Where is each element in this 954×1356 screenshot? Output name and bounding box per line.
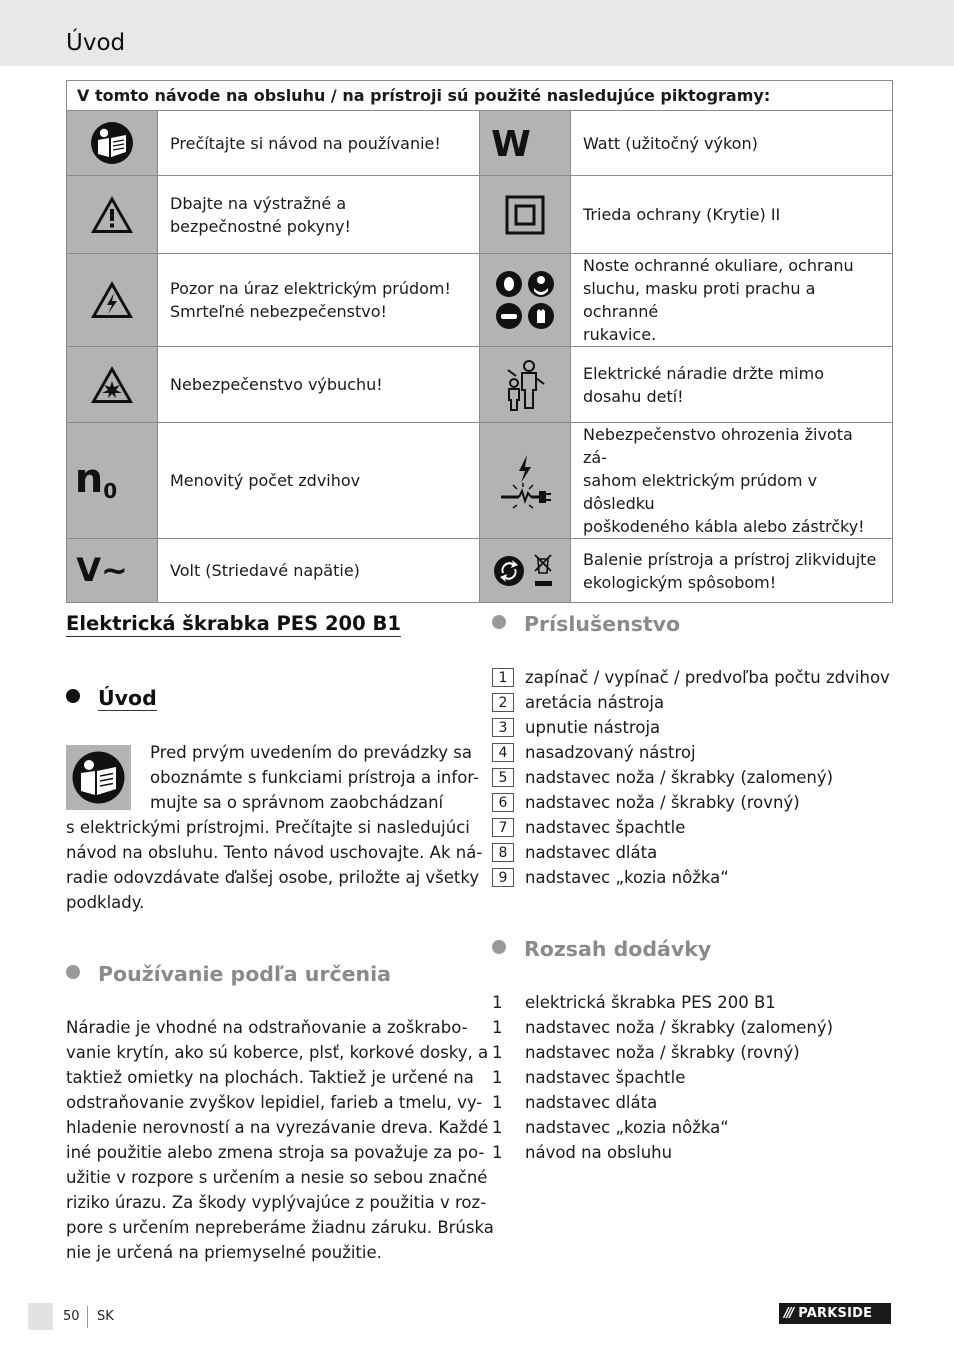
pictogram-text: Volt (Striedavé napätie) (158, 539, 480, 603)
intro-paragraph: s elektrickými prístrojmi. Prečítajte si nasledujúci návod na obsluhu. Tento návod uschovajte. Ak ná- radie odovzdávate ďalšej osobe, priložte aj všetky podklady. (66, 818, 483, 912)
pictogram-text: Trieda ochrany (Krytie) II (571, 176, 893, 254)
damaged-cable-icon (480, 423, 571, 539)
footer-marker (28, 1303, 53, 1330)
product-title: Elektrická škrabka PES 200 B1 (66, 612, 401, 635)
bullet-icon (492, 615, 506, 629)
recycling-disposal-icon (480, 539, 571, 603)
explosion-hazard-icon (67, 347, 158, 423)
page-number: 50 (63, 1309, 80, 1324)
accessories-heading: Príslušenstvo (492, 612, 680, 636)
read-manual-icon (67, 111, 158, 176)
bullet-icon (492, 940, 506, 954)
pictogram-text: Menovitý počet zdvihov (158, 423, 480, 539)
pictogram-text: Pozor na úraz elektrickým prúdom! Smrteľné nebezpečenstvo! (158, 254, 480, 347)
page-title: Úvod (66, 30, 126, 56)
pictogram-table-heading: V tomto návode na obsluhu / na prístroji sú použité nasledujúce piktogramy: (67, 81, 893, 111)
intended-use-heading: Používanie podľa určenia (66, 962, 391, 986)
protective-equipment-icon (480, 254, 571, 347)
keep-away-children-icon (480, 347, 571, 423)
watt-icon: W (480, 111, 571, 176)
pictogram-text: Noste ochranné okuliare, ochranu sluchu, masku proti prachu a ochranné rukavice. (571, 254, 893, 347)
electric-shock-icon (67, 254, 158, 347)
rated-stroke-rate-icon: n0 (67, 423, 158, 539)
bullet-icon (66, 965, 80, 979)
pictogram-text: Watt (užitočný výkon) (571, 111, 893, 176)
protection-class-ii-icon (480, 176, 571, 254)
pictogram-text: Nebezpečenstvo výbuchu! (158, 347, 480, 423)
delivery-heading: Rozsah dodávky (492, 937, 711, 961)
pictogram-text: Nebezpečenstvo ohrozenia života zá- sahom elektrickým prúdom v dôsledku poškodeného kábla alebo zástrčky! (571, 423, 893, 539)
pictogram-table (66, 80, 893, 603)
intended-use-paragraph: Náradie je vhodné na odstraňovanie a zoškrabo- vanie krytín, ako sú koberce, plsť, korkové dosky, a taktiež omietky na plochách. Taktiež je určené na odstraňovanie zvyškov lepidiel, farieb a tmelu, vy- hladenie nerovností a na vyrezávanie dreva. Každé iné použitie alebo zmena stroja sa považuje za po- užitie v rozpore s určením a nesie so sebou značné riziko úrazu. Za škody vyplývajúce z použitia v roz- pore s určením nepreberáme žiadnu záruku. Brúska nie je určená na priemyselné použitie. (66, 1018, 494, 1262)
pictogram-text: Prečítajte si návod na používanie! (158, 111, 480, 176)
intro-heading: Úvod (66, 686, 157, 710)
pictogram-text: Elektrické náradie držte mimo dosahu detí! (571, 347, 893, 423)
language-code: SK (97, 1309, 114, 1324)
warning-triangle-icon (67, 176, 158, 254)
read-manual-icon (66, 745, 131, 810)
volt-ac-icon: V~ (67, 539, 158, 603)
footer-divider (87, 1306, 88, 1328)
pictogram-text: Dbajte na výstražné a bezpečnostné pokyny! (158, 176, 480, 254)
intro-paragraph-top: Pred prvým uvedením do prevádzky sa oboznámte s funkciami prístroja a infor- mujte sa o správnom zaobchádzaní (150, 743, 479, 812)
page-header (0, 0, 954, 66)
pictogram-text: Balenie prístroja a prístroj zlikvidujte ekologickým spôsobom! (571, 539, 893, 603)
bullet-icon (66, 689, 80, 703)
parkside-logo: /// PARKSIDE (779, 1303, 891, 1324)
